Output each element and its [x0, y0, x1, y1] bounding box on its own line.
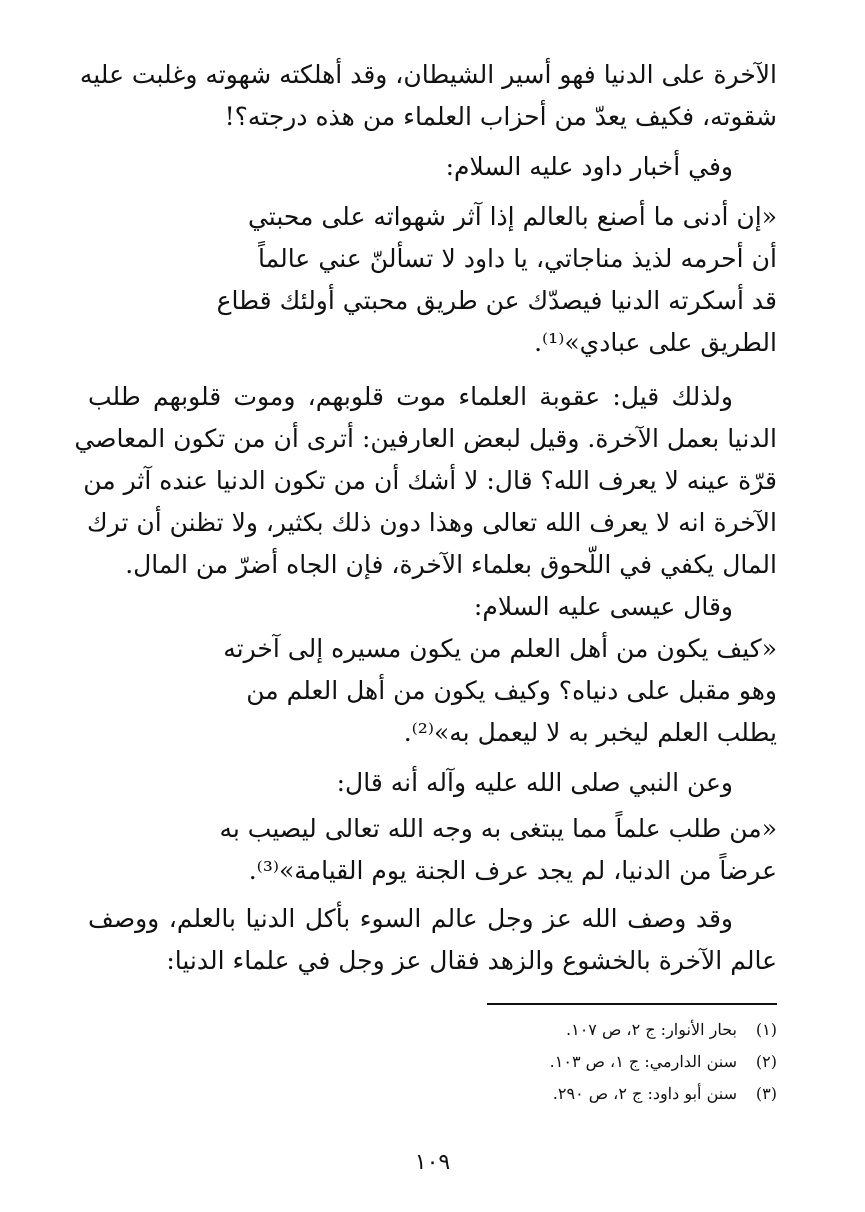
- text-line: ولذلك قيل: عقوبة العلماء موت قلوبهم، وموت قلوبهم طلب: [88, 382, 733, 411]
- footnote-number: (١): [755, 1020, 777, 1039]
- quote-line: أن أحرمه لذيذ مناجاتي، يا داود لا تسألنّ عني عالماً: [258, 244, 777, 273]
- footnote-text: سنن الدارمي: ج ١، ص ١٠٣.: [549, 1052, 737, 1071]
- footnote: [300, 1082, 777, 1106]
- text-line: شقوته، فكيف يعدّ من أحزاب العلماء من هذه درجته؟!: [224, 102, 777, 131]
- page-number: ١٠٩: [414, 1150, 451, 1175]
- footnote: [300, 1018, 777, 1042]
- text-line: المال يكفي في اللّحوق بعلماء الآخرة، فإن الجاه أضرّ من المال.: [125, 550, 777, 579]
- quote-line: وهو مقبل على دنياه؟ وكيف يكون من أهل العلم من: [246, 676, 777, 705]
- quote-line: يطلب العلم ليخبر به لا ليعمل به»⁽²⁾.: [403, 718, 777, 747]
- text-line: الآخرة على الدنيا فهو أسير الشيطان، وقد أهلكته شهوته وغلبت عليه: [79, 60, 777, 89]
- footnote-text: بحار الأنوار: ج ٢، ص ١٠٧.: [566, 1020, 737, 1039]
- footnote-number: (٢): [755, 1052, 777, 1071]
- text-line: وفي أخبار داود عليه السلام:: [445, 152, 733, 181]
- text-line: قرّة عينه لا يعرف الله؟ قال: لا أشك أن من تكون الدنيا عنده آثر من: [83, 466, 777, 495]
- text-line: الآخرة انه لا يعرف الله تعالى وهذا دون ذلك بكثير، ولا تظنن أن ترك: [87, 508, 777, 537]
- text-line: وعن النبي صلى الله عليه وآله أنه قال:: [336, 768, 733, 797]
- text-line: الدنيا بعمل الآخرة. وقيل لبعض العارفين: أترى أن من تكون المعاصي: [74, 424, 777, 453]
- footnote-number: (٣): [755, 1084, 777, 1103]
- quote-line: «من طلب علماً مما يبتغى به وجه الله تعالى ليصيب به: [219, 814, 777, 843]
- text-line: عالم الآخرة بالخشوع والزهد فقال عز وجل في علماء الدنيا:: [166, 946, 777, 975]
- footnote: [300, 1050, 777, 1074]
- text-line: وقد وصف الله عز وجل عالم السوء بأكل الدنيا بالعلم، ووصف: [88, 904, 733, 933]
- text-line: وقال عيسى عليه السلام:: [473, 592, 733, 621]
- footnote-text: سنن أبو داود: ج ٢، ص ٢٩٠.: [552, 1084, 737, 1103]
- quote-line: الطريق على عبادي»⁽¹⁾.: [534, 328, 777, 357]
- footnote-divider: [487, 1003, 777, 1005]
- quote-line: عرضاً من الدنيا، لم يجد عرف الجنة يوم القيامة»⁽³⁾.: [248, 856, 777, 885]
- quote-line: «كيف يكون من أهل العلم من يكون مسيره إلى آخرته: [223, 634, 777, 663]
- quote-line: قد أسكرته الدنيا فيصدّك عن طريق محبتي أولئك قطاع: [216, 286, 777, 315]
- quote-line: «إن أدنى ما أصنع بالعالم إذا آثر شهواته على محبتي: [247, 202, 777, 231]
